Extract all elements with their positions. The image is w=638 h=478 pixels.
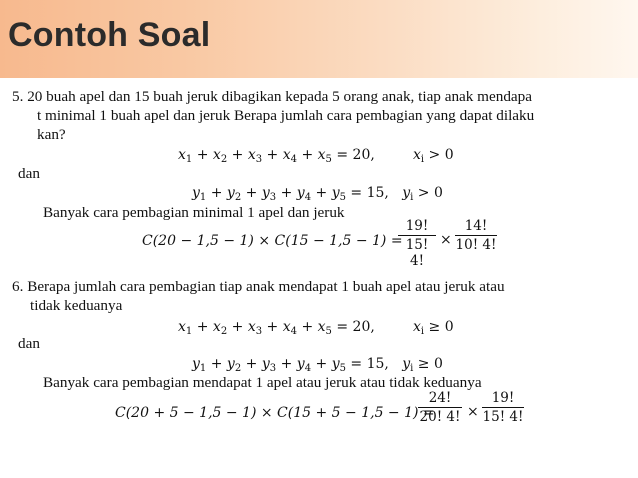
q6-line-2: tidak keduanya [30,297,123,314]
q6-condition-x: $x_i \ge 0$ [413,319,454,337]
q6-fraction-1-numerator: 24! [418,390,462,408]
q6-equation-x: $x_1 + x_2 + x_3 + x_4 + x_5 = 20$, [178,319,375,337]
q5-equation-x: $x_1 + x_2 + x_3 + x_4 + x_5 = 20$, [178,147,375,165]
q5-equation-y: $y_1 + y_2 + y_3 + y_4 + y_5 = 15$, $y_i > 0$ [192,185,443,203]
q5-line-2: t minimal 1 buah apel dan jeruk Berapa jumlah cara pembagian yang dapat dilaku [37,107,535,124]
q6-banyak-cara: Banyak cara pembagian mendapat 1 apel atau jeruk atau tidak keduanya [43,374,482,391]
q5-fraction-1-denominator: 15! 4! [405,237,429,269]
q6-equation-y: $y_1 + y_2 + y_3 + y_4 + y_5 = 15$, $y_i \ge 0$ [192,356,443,374]
q5-combination-expression: C(20 − 1,5 − 1) × C(15 − 1,5 − 1) = [142,233,403,249]
q5-line-3: kan? [37,126,66,143]
q5-fraction-2 [455,218,497,253]
q6-combination-expression: C(20 + 5 − 1,5 − 1) × C(15 + 5 − 1,5 − 1) = [115,405,435,421]
q5-banyak-cara: Banyak cara pembagian minimal 1 apel dan jeruk [43,204,345,221]
q5-line-1: 5. 20 buah apel dan 15 buah jeruk dibagikan kepada 5 orang anak, tiap anak mendapa [12,88,532,105]
q6-times: × [467,404,479,420]
q6-fraction-1-denominator: 20! 4! [419,409,461,425]
q5-fraction-2-numerator: 14! [455,218,497,236]
q6-fraction-1 [418,390,462,425]
q5-condition-x: $x_i > 0$ [413,147,454,165]
q5-fraction-1-numerator: 19! [398,218,436,236]
q5-dan: dan [18,165,40,182]
q6-dan: dan [18,335,40,352]
q5-times: × [440,232,452,248]
q5-fraction-2-denominator: 10! 4! [455,237,497,253]
q6-line-1: 6. Berapa jumlah cara pembagian tiap anak mendapat 1 buah apel atau jeruk atau [12,278,505,295]
q5-fraction-1 [398,218,436,269]
q6-fraction-2-denominator: 15! 4! [482,409,524,425]
q6-fraction-2-numerator: 19! [482,390,524,408]
q6-fraction-2 [482,390,524,425]
slide-title: Contoh Soal [8,16,211,54]
